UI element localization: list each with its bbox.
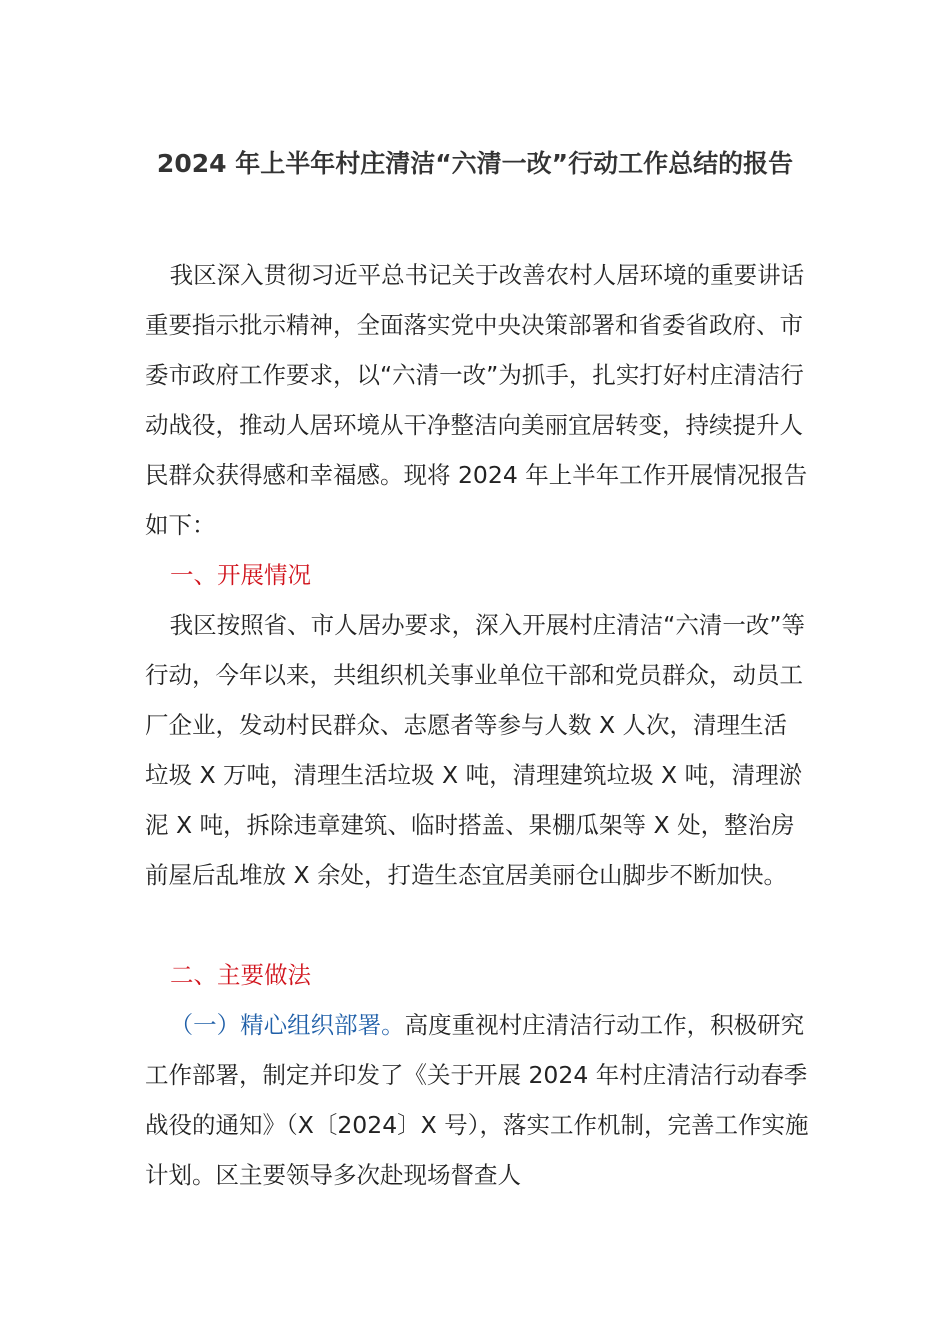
section1-heading: 一、开展情况: [170, 561, 311, 589]
subsection1-heading: （一）精心组织部署。: [169, 1011, 405, 1039]
intro-block: [145, 250, 810, 550]
intro-paragraph: 我区深入贯彻习近平总书记关于改善农村人居环境的重要讲话重要指示批示精神，全面落实党中央决策部署和省委省政府、市委市政府工作要求，以“六清一改”为抓手，扎实打好村庄清洁行动战役，推动人居环境从干净整洁向美丽宜居转变，持续提升人民群众获得感和幸福感。现将 2024 年上半年工作开展情况报告如下：: [145, 261, 808, 539]
section1-heading-block: [145, 550, 810, 600]
document-title: 2024 年上半年村庄清洁“六清一改”行动工作总结的报告: [156, 149, 794, 178]
subsection1-paragraph: [145, 1000, 810, 1200]
section2-heading-block: [145, 950, 810, 1000]
subsection1-body: 高度重视村庄清洁行动工作，积极研究工作部署，制定并印发了《关于开展 2024 年村庄清洁行动春季战役的通知》（X〔2024〕X 号），落实工作机制，完善工作实施计划。区主要领导多次赴现场督查人: [145, 1011, 809, 1189]
section2-heading: 二、主要做法: [170, 961, 311, 989]
subsection1-block: [145, 1000, 810, 1200]
section1-paragraph: 我区按照省、市人居办要求，深入开展村庄清洁“六清一改”等行动，今年以来，共组织机关事业单位干部和党员群众，动员工厂企业，发动村民群众、志愿者等参与人数 X 人次，清理生活垃圾 X 万吨，清理生活垃圾 X 吨，清理建筑垃圾 X 吨，清理淤泥 X 吨，拆除违章建筑、临时搭盖、果棚瓜架等 X 处，整治房前屋后乱堆放 X 余处，打造生态宜居美丽仓山脚步不断加快。: [145, 611, 806, 889]
section1-body-block: [145, 600, 810, 900]
